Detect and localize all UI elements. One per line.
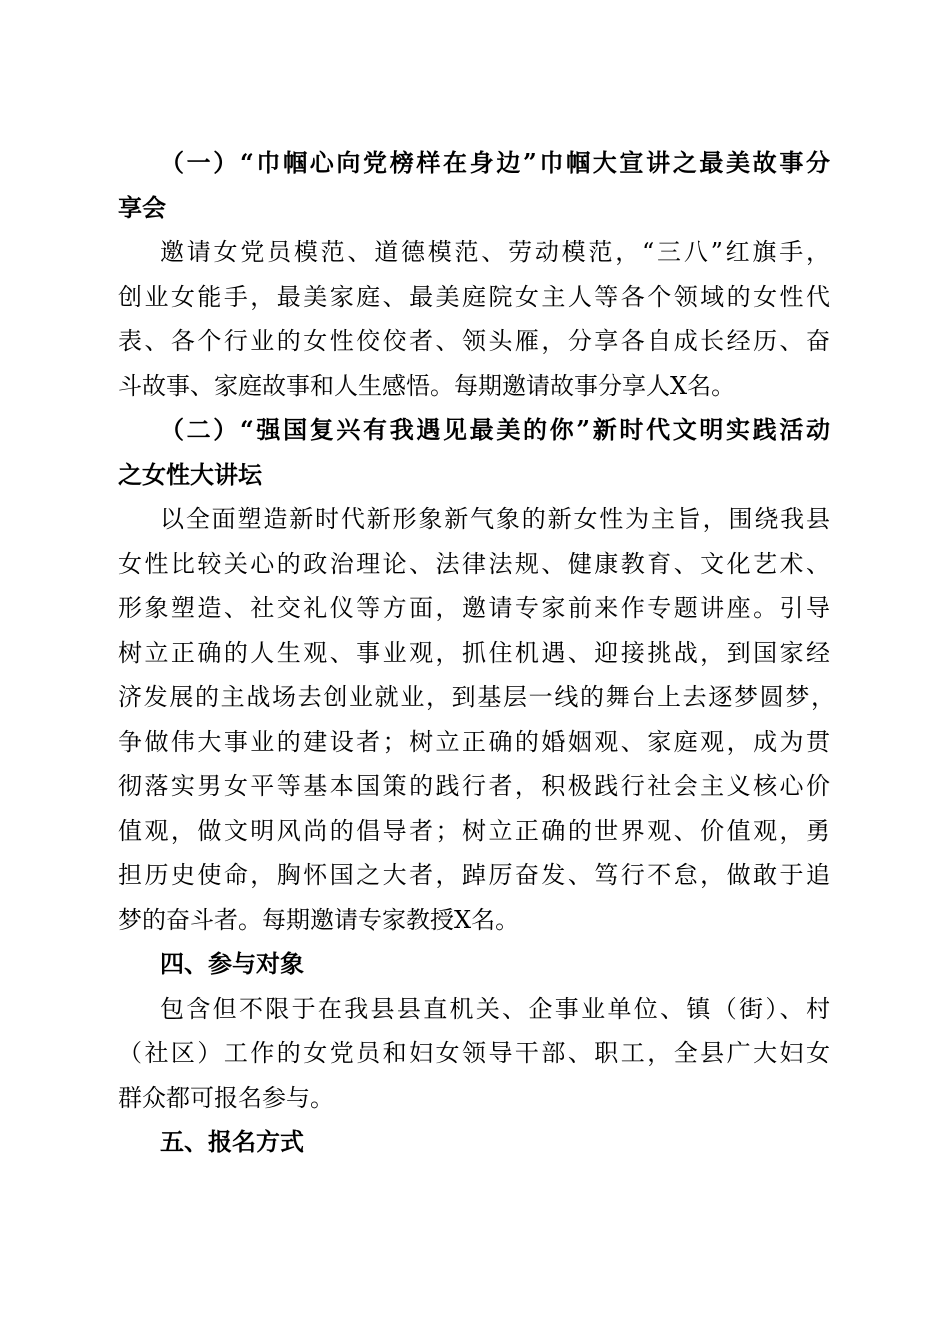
subheading-1-line-2: 享会 — [118, 192, 166, 222]
subheading-2-line-2: 之女性大讲坛 — [118, 459, 262, 489]
document-page — [0, 141, 950, 1165]
section-heading-registration: 五、报名方式 — [160, 1127, 304, 1156]
paragraph-2-line-7: 彻落实男女平等基本国策的践行者，积极践行社会主义核心价 — [118, 772, 830, 800]
paragraph-1-line-1: 邀请女党员模范、道德模范、劳动模范，“三八”红旗手， — [160, 238, 830, 266]
paragraph-1-line-4: 斗故事、家庭故事和人生感悟。每期邀请故事分享人X名。 — [118, 371, 736, 400]
paragraph-2-line-9: 担历史使命，胸怀国之大者，踔厉奋发、笃行不怠，做敢于追 — [118, 861, 830, 889]
paragraph-2-line-5: 济发展的主战场去创业就业，到基层一线的舞台上去逐梦圆梦， — [118, 683, 835, 711]
section-heading-participants: 四、参与对象 — [160, 949, 304, 978]
subheading-1-line-1: （一）“巾帼心向党榜样在身边”巾帼大宣讲之最美故事分 — [160, 148, 830, 177]
paragraph-3-line-1: 包含但不限于在我县县直机关、企事业单位、镇（街）、村 — [160, 994, 830, 1023]
paragraph-2-line-10: 梦的奋斗者。每期邀请专家教授X名。 — [118, 905, 520, 934]
paragraph-3-line-2: （社区）工作的女党员和妇女领导干部、职工，全县广大妇女 — [118, 1039, 830, 1067]
paragraph-1-line-3: 表、各个行业的女性佼佼者、领头雁，分享各自成长经历、奋 — [118, 327, 830, 355]
paragraph-2-line-3: 形象塑造、社交礼仪等方面，邀请专家前来作专题讲座。引导 — [118, 594, 830, 622]
paragraph-1-line-2: 创业女能手，最美家庭、最美庭院女主人等各个领域的女性代 — [118, 282, 830, 311]
paragraph-2-line-1: 以全面塑造新时代新形象新气象的新女性为主旨，围绕我县 — [160, 505, 830, 533]
paragraph-2-line-4: 树立正确的人生观、事业观，抓住机遇、迎接挑战，到国家经 — [118, 638, 830, 667]
paragraph-2-line-6: 争做伟大事业的建设者；树立正确的婚姻观、家庭观，成为贯 — [118, 727, 830, 756]
subheading-2-line-1: （二）“强国复兴有我遇见最美的你”新时代文明实践活动 — [160, 415, 830, 444]
paragraph-3-line-3: 群众都可报名参与。 — [118, 1083, 334, 1112]
paragraph-2-line-2: 女性比较关心的政治理论、法律法规、健康教育、文化艺术、 — [118, 549, 830, 578]
paragraph-2-line-8: 值观，做文明风尚的倡导者；树立正确的世界观、价值观，勇 — [118, 816, 830, 845]
